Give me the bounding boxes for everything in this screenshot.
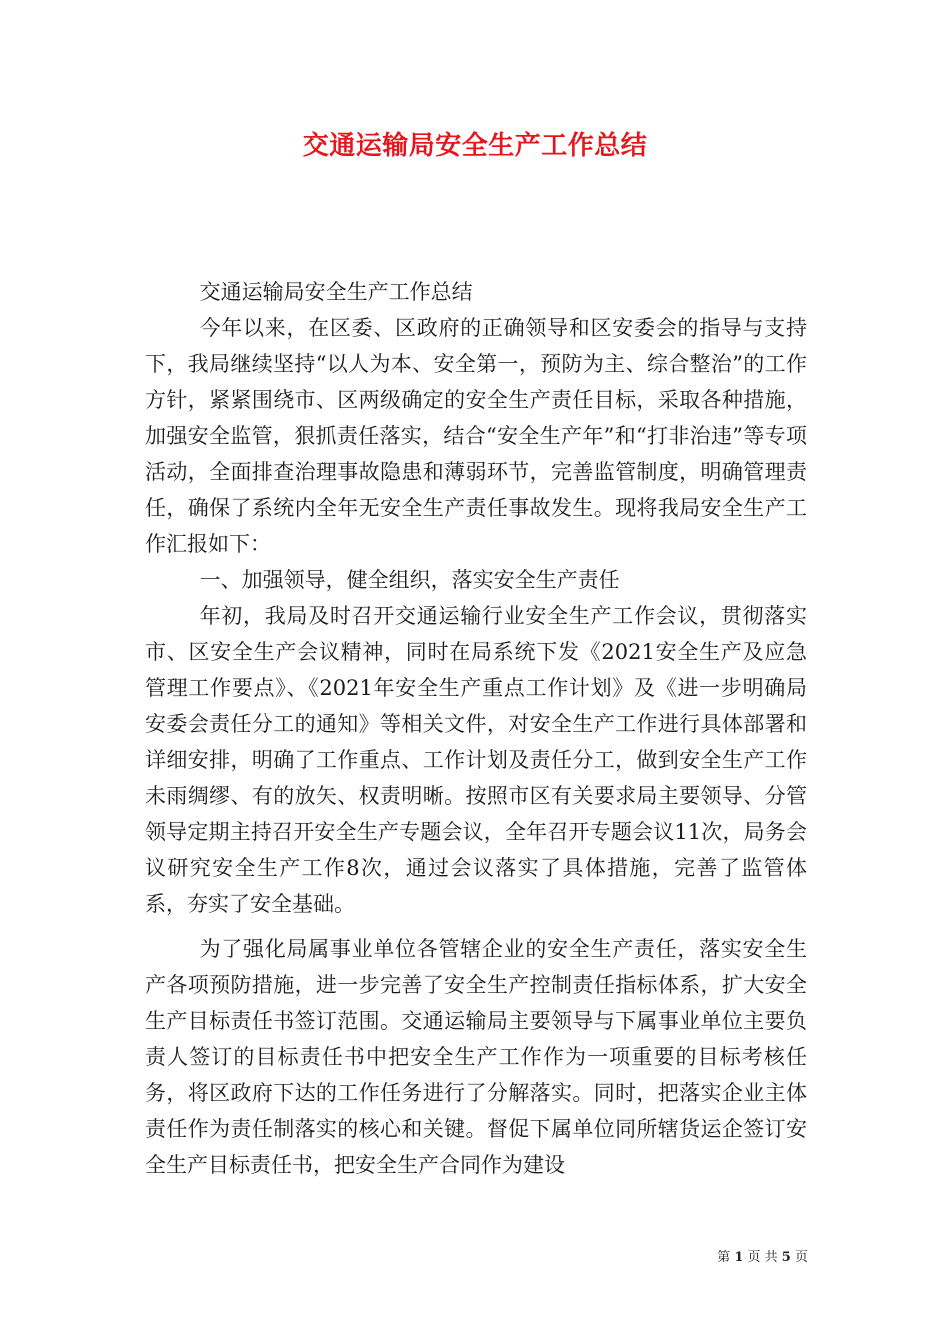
page-label-middle: 页 共 — [747, 1250, 778, 1265]
page-footer — [0, 1249, 808, 1267]
document-title: 交通运输局安全生产工作总结 — [302, 131, 648, 161]
total-page-number: 5 — [781, 1250, 791, 1265]
document-body — [145, 274, 807, 1183]
paragraph-responsibility: 为了强化局属事业单位各管辖企业的安全生产责任，落实安全生产各项预防措施，进一步完善了安全生产控制责任指标体系，扩大安全生产目标责任书签订范围。交通运输局主要领导与下属事业单位主要负责人签订的目标责任书中把安全生产工作作为一项重要的目标考核任务，将区政府下达的工作任务进行了分解落实。同时，把落实企业主体责任作为责任制落实的核心和关键。督促下属单位同所辖货运企签订安全生产目标责任书，把安全生产合同作为建设 — [145, 937, 807, 1177]
paragraph-heading-repeat: 交通运输局安全生产工作总结 — [199, 280, 473, 304]
page-label-suffix: 页 — [794, 1250, 808, 1265]
paragraph-introduction: 今年以来，在区委、区政府的正确领导和区安委会的指导与支持下，我局继续坚持“以人为本、安全第一，预防为主、综合整治”的工作方针，紧紧围绕市、区两级确定的安全生产责任目标，采取各种措施，加强安全监管，狠抓责任落实，结合“安全生产年”和“打非治违”等专项活动，全面排查治理事故隐患和薄弱环节，完善监管制度，明确管理责任，确保了系统内全年无安全生产责任事故发生。现将我局安全生产工作汇报如下： — [145, 316, 807, 556]
section-heading-1: 一、加强领导，健全组织，落实安全生产责任 — [199, 568, 620, 592]
paragraph-spacer — [145, 922, 807, 931]
page-label-prefix: 第 — [717, 1250, 731, 1265]
paragraph-meetings: 年初，我局及时召开交通运输行业安全生产工作会议，贯彻落实市、区安全生产会议精神，同时在局系统下发《2021安全生产及应急管理工作要点》、《2021年安全生产重点工作计划》及《进一步明确局安委会责任分工的通知》等相关文件，对安全生产工作进行具体部署和详细安排，明确了工作重点、工作计划及责任分工，做到安全生产工作未雨绸缪、有的放矢、权责明晰。按照市区有关要求局主要领导、分管领导定期主持召开安全生产专题会议，全年召开专题会议11次，局务会议研究安全生产工作8次，通过会议落实了具体措施，完善了监管体系，夯实了安全基础。 — [145, 604, 807, 916]
current-page-number: 1 — [734, 1250, 744, 1265]
